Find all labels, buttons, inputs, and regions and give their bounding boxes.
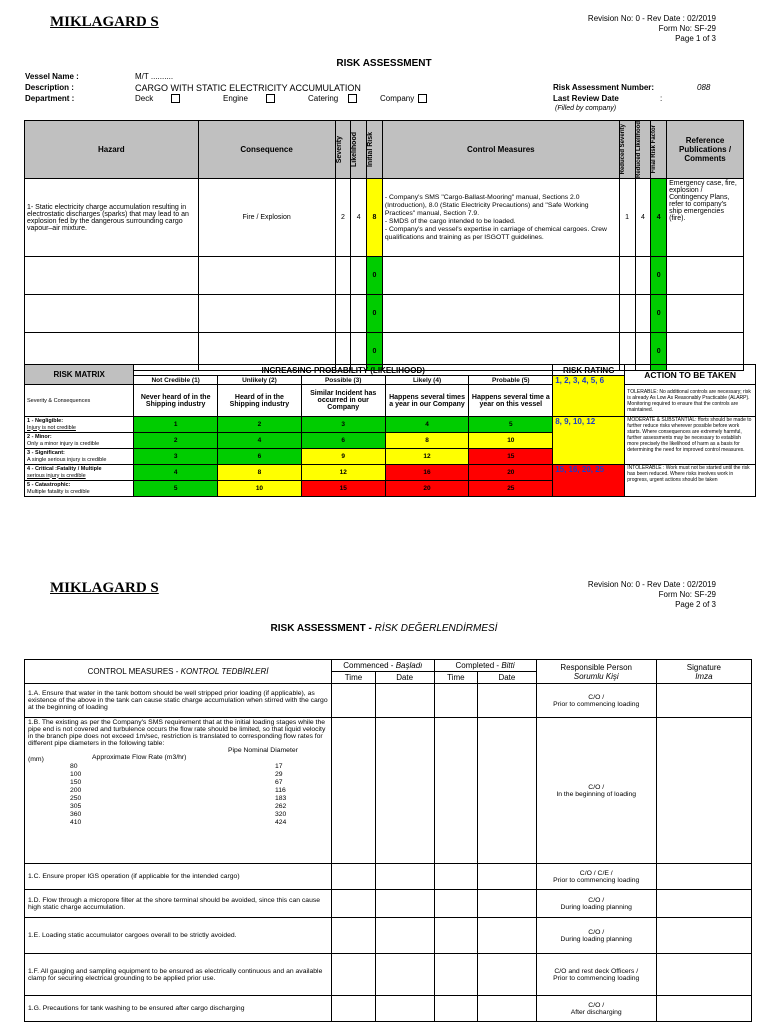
matrix-cell: 5 <box>469 417 553 433</box>
commenced-date-header: Date <box>375 672 434 684</box>
matrix-cell: 8 <box>218 465 302 481</box>
signature-cell[interactable] <box>656 996 751 1022</box>
final-risk-cell: 4 <box>651 179 667 257</box>
last-review-label: Last Review Date <box>553 94 619 103</box>
initial-risk-empty: 0 <box>367 333 383 371</box>
matrix-cell: 4 <box>385 417 469 433</box>
consequence-header: Consequence <box>198 121 335 179</box>
revision-text: Revision No: 0 - Rev Date : 02/2019 <box>587 580 716 589</box>
reference-header: Reference Publications / Comments <box>667 121 744 179</box>
risk-assessment-table <box>24 120 744 371</box>
matrix-cell: 4 <box>218 433 302 449</box>
severity-row-2: 2 - Minor: Only a minor injury is credible <box>25 433 134 449</box>
severity-cell: 2 <box>335 179 351 257</box>
dept-catering[interactable]: Catering <box>308 94 357 103</box>
company-name-page2: MIKLAGARD S <box>50 580 159 596</box>
hazard-header: Hazard <box>25 121 199 179</box>
flow-unit: (mm) <box>28 756 44 763</box>
likelihood-3: Possible (3) <box>301 376 385 385</box>
matrix-cell: 5 <box>134 481 218 497</box>
severity-header: Severity <box>335 135 343 164</box>
signature-cell[interactable] <box>656 864 751 890</box>
matrix-cell: 6 <box>218 449 302 465</box>
matrix-cell: 3 <box>301 417 385 433</box>
flow-header-diameter: Pipe Nominal Diameter <box>228 747 298 754</box>
responsible-cell: C/O / C/E / Prior to commencing loading <box>536 864 656 890</box>
responsible-cell: C/O and rest deck Officers / Prior to commencing loading <box>536 954 656 996</box>
control-measures-header: CONTROL MEASURES - KONTROL TEDBİRLERİ <box>25 660 332 684</box>
reduced-severity-header: Reduced Severity <box>619 124 626 175</box>
matrix-cell: 20 <box>469 465 553 481</box>
vessel-label: Vessel Name : <box>25 72 79 81</box>
final-risk-empty: 0 <box>651 257 667 295</box>
severity-row-1: 1 - Negligible: Injury is not credible <box>25 417 134 433</box>
control-text: 1.D. Flow through a micropore filter at the shore terminal should be avoided, since this can cause high static charge accumulation. <box>25 890 332 918</box>
likelihood-5: Probable (5) <box>469 376 553 385</box>
risk-rating-header: RISK RATING <box>553 365 625 376</box>
likelihood-desc-4: Happens several times a year in our Company <box>385 385 469 417</box>
likelihood-1: Not Credible (1) <box>134 376 218 385</box>
responsible-cell: C/O / After discharging <box>536 996 656 1022</box>
signature-cell[interactable] <box>656 918 751 954</box>
control-row <box>25 718 752 864</box>
likelihood-cell: 4 <box>351 179 367 257</box>
reduced-severity-cell: 1 <box>619 179 635 257</box>
description-value: CARGO WITH STATIC ELECTRICITY ACCUMULATION <box>135 83 361 93</box>
action-intolerable: INTOLERABLE : Work must not be started until the risk has been reduced. Where risks involves work in progress, urgent actions should be taken <box>625 465 756 497</box>
flow-header-rate: Approximate Flow Rate (m3/hr) <box>92 754 187 761</box>
revision-block-page1 <box>588 14 716 44</box>
matrix-cell: 4 <box>134 465 218 481</box>
responsible-cell: C/O / During loading planning <box>536 918 656 954</box>
form-number: Form No: SF-29 <box>658 24 716 33</box>
matrix-cell: 2 <box>218 417 302 433</box>
revision-block-page2 <box>588 580 716 610</box>
action-header: ACTION TO BE TAKEN <box>625 365 756 385</box>
severity-row-3: 3 - Significant: A single serious injury is credible <box>25 449 134 465</box>
control-text: 1.C. Ensure proper IGS operation (if applicable for the intended cargo) <box>25 864 332 890</box>
initial-risk-header: Initial Risk <box>367 132 375 168</box>
signature-cell[interactable] <box>656 684 751 718</box>
matrix-cell: 25 <box>469 481 553 497</box>
signature-cell[interactable] <box>656 718 751 864</box>
responsible-cell: C/O / Prior to commencing loading <box>536 684 656 718</box>
page2-title: RISK ASSESSMENT - RİSK DEĞERLENDİRMESİ <box>270 623 498 634</box>
page-title: RISK ASSESSMENT <box>336 58 432 69</box>
matrix-cell: 2 <box>134 433 218 449</box>
likelihood-desc-1: Never heard of in the Shipping industry <box>134 385 218 417</box>
vessel-value: M/T .......... <box>135 72 174 81</box>
last-review-colon: : <box>660 94 663 103</box>
matrix-cell: 16 <box>385 465 469 481</box>
matrix-cell: 1 <box>134 417 218 433</box>
control-row <box>25 684 752 718</box>
dept-engine[interactable]: Engine <box>223 94 275 103</box>
matrix-cell: 12 <box>385 449 469 465</box>
control-measures-table <box>24 659 752 1022</box>
responsible-cell: C/O / In the beginning of loading <box>536 718 656 864</box>
matrix-cell: 15 <box>469 449 553 465</box>
rating-intolerable: 15, 16, 20, 25 <box>553 465 625 497</box>
commenced-time-header: Time <box>332 672 376 684</box>
control-row <box>25 918 752 954</box>
matrix-cell: 20 <box>385 481 469 497</box>
control-text-flow: 1.B. The existing as per the Company's SMS requirement that at the initial loading stages while the pipe end is not covered and turbulence occurs the flow rate should be limited, so that liquid velocity in the branch pipe does not exceed 1m/sec, restriction is translated to corresponding flow rates for different pipe diameters in the following table: Pipe Nominal Diameter (mm) Approximate Flow Rate (m3/hr) 80 17 100 29 150 67 200 116 250 183 305 262 360 320 410 424 <box>25 718 332 864</box>
rating-tolerable: 1, 2, 3, 4, 5, 6 <box>553 376 625 417</box>
likelihood-2: Unlikely (2) <box>218 376 302 385</box>
control-measures-header: Control Measures <box>382 121 619 179</box>
rating-moderate: 8, 9, 10, 12 <box>553 417 625 465</box>
action-moderate: MODERATE & SUBSTANTIAL: fforts should be made to further reduce risks wherever possible before work starts. Where consequences are extremely harmful, further assessments may be necessary to establish more precisely the likelihood of harm as a basis for determining the need for improved control measures. <box>625 417 756 465</box>
flow-table: 80 17 100 29 150 67 200 116 250 183 305 262 360 320 410 424 <box>70 763 287 826</box>
ra-number-label: Risk Assessment Number: <box>553 83 655 92</box>
matrix-cell: 12 <box>301 465 385 481</box>
risk-matrix-table <box>24 364 756 497</box>
reduced-likelihood-cell: 4 <box>635 179 651 257</box>
final-risk-empty: 0 <box>651 295 667 333</box>
dept-company[interactable]: Company <box>380 94 427 103</box>
ra-number-value: 088 <box>697 83 711 92</box>
likelihood-desc-3: Similar Incident has occurred in our Company <box>301 385 385 417</box>
filled-by-note: (Filled by company) <box>555 105 617 112</box>
form-number: Form No: SF-29 <box>658 590 716 599</box>
signature-header: Signature Imza <box>656 660 751 684</box>
revision-text: Revision No: 0 - Rev Date : 02/2019 <box>587 14 716 23</box>
matrix-cell: 3 <box>134 449 218 465</box>
severity-row-5: 5 - Catastrophic: Multiple fatality is credible <box>25 481 134 497</box>
dept-deck[interactable]: Deck <box>135 94 180 103</box>
control-measures-cell: - Company's SMS "Cargo-Ballast-Mooring" manual, Sections 2.0 (Introduction), 8.0 (Static Electricity Precautions) and "Safe Working Practices" manual, Section 7.9. - SMDS of the cargo intended to be loaded. - Company's and vessel's expertise in carriage of chemical cargoes. Crew qualifications and training as per ISGOTT guidelines. <box>382 179 619 257</box>
control-row <box>25 954 752 996</box>
final-risk-empty: 0 <box>651 333 667 371</box>
signature-cell[interactable] <box>656 890 751 918</box>
control-row <box>25 864 752 890</box>
consequence-cell: Fire / Explosion <box>198 179 335 257</box>
control-text: 1.F. All gauging and sampling equipment to be ensured as electrically continuous and an available clamp for securing electrical grounding to be applied prior use. <box>25 954 332 996</box>
control-row <box>25 996 752 1022</box>
likelihood-header: Likelihood <box>351 132 359 167</box>
completed-header: Completed - Bitti <box>434 660 536 672</box>
completed-date-header: Date <box>478 672 537 684</box>
control-row <box>25 890 752 918</box>
matrix-cell: 10 <box>469 433 553 449</box>
reduced-likelihood-header: Reduced Likelihood <box>635 121 642 179</box>
control-text: 1.E. Loading static accumulator cargoes overall to be strictly avoided. <box>25 918 332 954</box>
matrix-cell: 9 <box>301 449 385 465</box>
likelihood-4: Likely (4) <box>385 376 469 385</box>
initial-risk-empty: 0 <box>367 295 383 333</box>
vessel-info <box>25 72 745 114</box>
control-text: 1.G. Precautions for tank washing to be ensured after cargo discharging <box>25 996 332 1022</box>
likelihood-desc-2: Heard of in the Shipping industry <box>218 385 302 417</box>
matrix-cell: 10 <box>218 481 302 497</box>
reference-cell: Emergency case, fire, explosion / Contingency Plans, refer to company's ship emergencies (fire). <box>667 179 744 257</box>
empty-row <box>25 257 744 295</box>
severity-row-4: 4 - Critical :Fatality / Multiple serious injury is credible <box>25 465 134 481</box>
hazard-cell: 1- Static electricity charge accumulation resulting in electrostatic discharges (sparks) that may lead to an explosion fed by the dangerous surrounding cargo vapour–air mixture. <box>25 179 199 257</box>
signature-cell[interactable] <box>656 954 751 996</box>
matrix-cell: 8 <box>385 433 469 449</box>
empty-row <box>25 295 744 333</box>
responsible-cell: C/O / During loading planning <box>536 890 656 918</box>
action-tolerable: TOLERABLE: No additional controls are necessary; risk is already As Low As Reasonably Practicable (ALARP). Monitoring required to ensure that the controls are maintained. <box>625 385 756 417</box>
initial-risk-empty: 0 <box>367 257 383 295</box>
page-number: Page 1 of 3 <box>675 34 716 43</box>
likelihood-desc-5: Happens several time a year on this vessel <box>469 385 553 417</box>
severity-consequences-label: Severity & Consequences <box>25 385 134 417</box>
risk-matrix-title: RISK MATRIX <box>25 365 134 385</box>
responsible-header: Responsible Person Sorumlu Kişi <box>536 660 656 684</box>
initial-risk-cell: 8 <box>367 179 383 257</box>
matrix-cell: 15 <box>301 481 385 497</box>
increasing-probability-header: INCREASING PROBABILITY (LIKELIHOOD) <box>134 365 553 376</box>
matrix-cell: 6 <box>301 433 385 449</box>
department-label: Department : <box>25 94 75 103</box>
completed-time-header: Time <box>434 672 478 684</box>
commenced-header: Commenced - Başladı <box>332 660 434 672</box>
description-label: Description : <box>25 83 74 92</box>
control-text: 1.A. Ensure that water in the tank bottom should be well stripped prior loading (if applicable), as existence of the above in the tank can cause static charge accumulation when stirred with the cargo at the beginning of loading <box>25 684 332 718</box>
company-name-page1: MIKLAGARD S <box>50 14 159 30</box>
final-risk-header: Final Risk Factor <box>651 125 658 174</box>
page-number: Page 2 of 3 <box>675 600 716 609</box>
